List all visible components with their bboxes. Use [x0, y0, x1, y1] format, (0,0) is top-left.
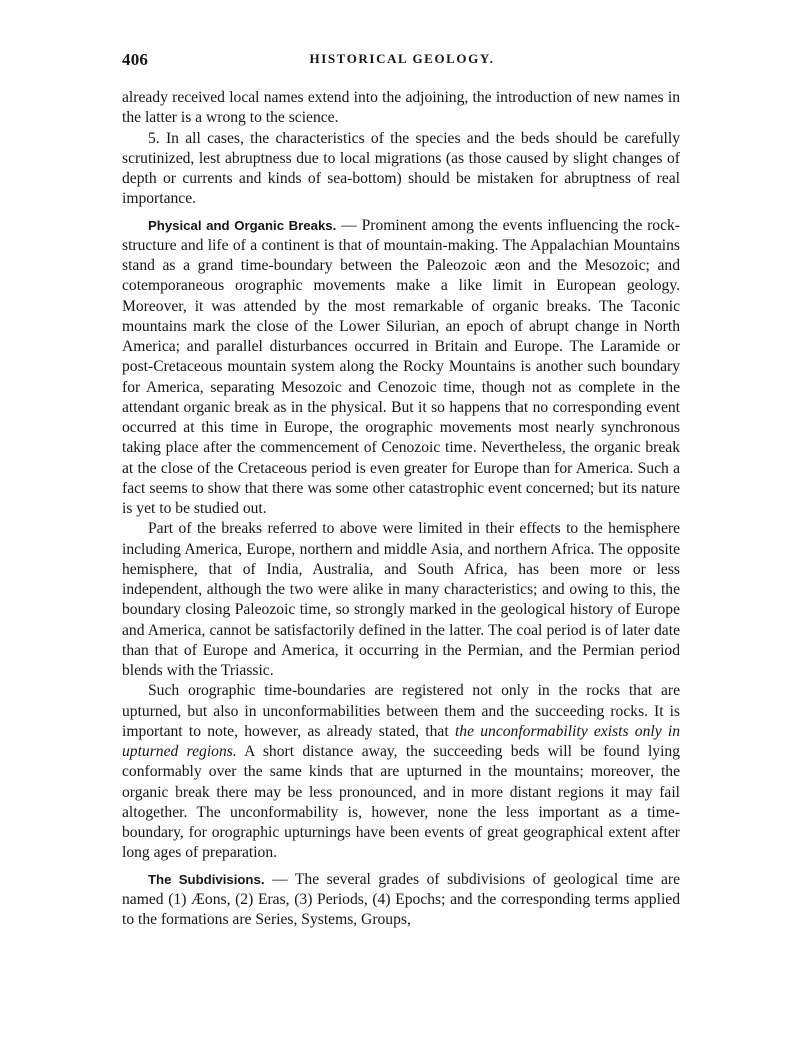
emphasis-text: the unconformability exists only in upturned regions. [122, 722, 680, 760]
paragraph-hemisphere: Part of the breaks referred to above were limited in their effects to the hemisphere including America, Europe, northern and middle Asia, and northern Africa. The opposite hemisphere, that of India, Australia, and South Africa, has been more or less independent, although the two were alike in many characteristics; and owing to this, the boundary closing Paleozoic time, so strongly marked in the geological history of Europe and America, cannot be satisfactorily defined in the latter. The coal period is of later date than that of Europe and America, it occurring in the Permian, and the Permian period blends with the Triassic. [122, 520, 680, 679]
section-heading-subdivisions: The Subdivisions. [148, 871, 265, 887]
paragraph-text: Such orographic time-boundaries are registered not only in the rocks that are upturned, but also in unconformabilities between them and the succeeding rocks. It is important to note, however, as already stated, that [122, 682, 680, 740]
running-head: HISTORICAL GEOLOGY. [309, 51, 495, 66]
paragraph-subdivisions [122, 870, 680, 931]
paragraph-item-5: 5. In all cases, the characteristics of the species and the beds should be carefully scrutinized, lest abruptness due to local migrations (as those caused by slight changes of depth or currents and kinds of sea-bottom) should be mistaken for abruptness of real importance. [122, 129, 680, 208]
paragraph-text: — Prominent among the events influencing the rock-structure and life of a continent is that of mountain-making. The Appalachian Mountains stand as a grand time-boundary between the Paleozoic æon and the Mesozoic; and cotemporaneous orographic movements make a like limit in European geology. Moreover, it was attended by the most remarkable of organic breaks. The Taconic mountains mark the close of the Lower Silurian, an epoch of abrupt change in North America; and parallel disturbances occurred in Britain and Europe. The Laramide or post-Cretaceous mountain system along the Rocky Mountains is another such boundary for America, separating Mesozoic and Cenozoic time, though not as complete in the attendant organic break as in the physical. But it so happens that no corresponding event occurred at this time in Europe, the orographic movements most nearly synchronous taking place after the commencement of Cenozoic time. Nevertheless, the organic break at the close of the Cretaceous period is even greater for Europe than for America. Such a fact seems to show that there was some other catastrophic event concerned; but its nature is yet to be studied out. [122, 216, 680, 517]
paragraph-text: — The several grades of subdivisions of geological time are named (1) Æons, (2) Eras, (3) Periods, (4) Epochs; and the corresponding terms applied to the formations are Series, Systems, Groups, [122, 870, 681, 928]
page-header [122, 50, 682, 74]
paragraph-text: A short distance away, the succeeding beds will be found lying conformably over the same kinds that are upturned in the mountains; moreover, the organic break there may be less pronounced, and in more distant regions it may fail altogether. The unconformability is, however, none the less important as a time-boundary, for orographic upturnings have been events of great geographical extent after long ages of preparation. [122, 743, 680, 862]
page-number: 406 [122, 50, 149, 69]
paragraph-physical-organic-breaks [122, 216, 680, 520]
page-body [122, 88, 680, 930]
paragraph-orographic-boundaries [122, 681, 680, 863]
paragraph-continuation: already received local names extend into the adjoining, the introduction of new names in the latter is a wrong to the science. [122, 89, 680, 127]
section-heading-physical-organic-breaks: Physical and Organic Breaks. [148, 217, 337, 233]
